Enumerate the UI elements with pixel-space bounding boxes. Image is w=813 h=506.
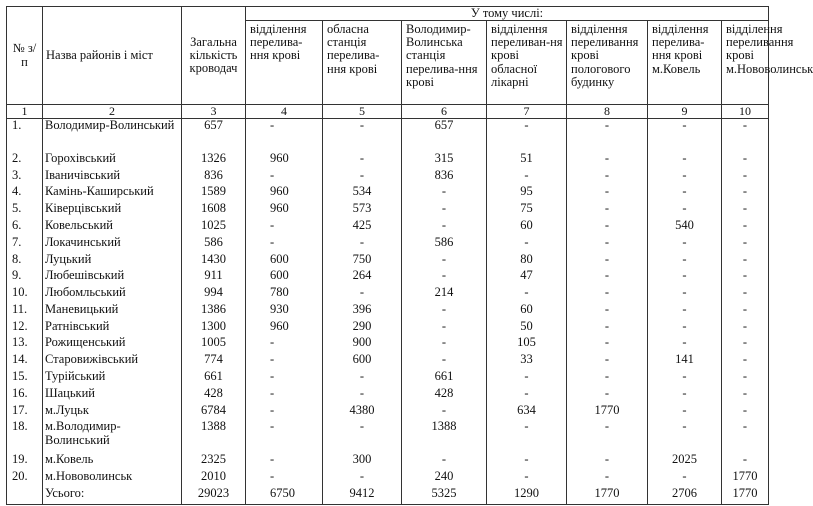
value-col-7: 105 xyxy=(487,336,567,353)
value-col-8: 1770 xyxy=(567,404,648,421)
table-row xyxy=(7,253,769,270)
table-row xyxy=(7,487,769,504)
value-col-8: - xyxy=(567,320,648,337)
header-sub-6: Володимир-Волинська станція перелива-ння крові xyxy=(402,21,487,105)
value-col-10: 1770 xyxy=(722,487,769,504)
value-col-5: 600 xyxy=(323,353,402,370)
value-col-5: 4380 xyxy=(323,404,402,421)
value-col-9: 540 xyxy=(648,219,722,236)
value-col-10: - xyxy=(722,286,769,303)
row-number: 9. xyxy=(7,269,43,286)
district-name: Володимир-Волинський xyxy=(43,118,182,152)
value-col-6: - xyxy=(402,303,487,320)
row-number: 17. xyxy=(7,404,43,421)
value-col-10: 1770 xyxy=(722,470,769,487)
total-donors: 661 xyxy=(182,370,246,387)
value-col-9: - xyxy=(648,336,722,353)
value-col-6: - xyxy=(402,320,487,337)
value-col-10: - xyxy=(722,370,769,387)
table-row xyxy=(7,387,769,404)
value-col-6: 1388 xyxy=(402,420,487,453)
value-col-10: - xyxy=(722,353,769,370)
header-sub-7: відділення переливан-ня крові обласної лікарні xyxy=(487,21,567,105)
value-col-10: - xyxy=(722,420,769,453)
value-col-5: - xyxy=(323,387,402,404)
header-sub-5: обласна станція перелива-ння крові xyxy=(323,21,402,105)
value-col-7: - xyxy=(487,453,567,470)
row-number: 7. xyxy=(7,236,43,253)
district-name: Шацький xyxy=(43,387,182,404)
value-col-4: - xyxy=(246,453,323,470)
value-col-9: 2025 xyxy=(648,453,722,470)
total-donors: 1608 xyxy=(182,202,246,219)
value-col-8: - xyxy=(567,219,648,236)
table-row xyxy=(7,404,769,421)
table-row xyxy=(7,118,769,152)
value-col-7: 75 xyxy=(487,202,567,219)
value-col-9: - xyxy=(648,420,722,453)
value-col-4: 600 xyxy=(246,253,323,270)
blood-donors-table-container xyxy=(6,6,813,505)
value-col-5: 573 xyxy=(323,202,402,219)
value-col-5: 300 xyxy=(323,453,402,470)
row-number: 14. xyxy=(7,353,43,370)
district-name: Маневицький xyxy=(43,303,182,320)
row-number: 18. xyxy=(7,420,43,453)
row-number: 10. xyxy=(7,286,43,303)
table-row xyxy=(7,202,769,219)
district-name: Камінь-Каширський xyxy=(43,185,182,202)
total-donors: 1326 xyxy=(182,152,246,169)
value-col-10: - xyxy=(722,219,769,236)
value-col-9: - xyxy=(648,303,722,320)
value-col-4: - xyxy=(246,219,323,236)
row-number: 16. xyxy=(7,387,43,404)
value-col-8: - xyxy=(567,286,648,303)
total-donors: 6784 xyxy=(182,404,246,421)
value-col-7: 60 xyxy=(487,303,567,320)
value-col-6: 661 xyxy=(402,370,487,387)
value-col-10: - xyxy=(722,303,769,320)
district-name: Усього: xyxy=(43,487,182,504)
value-col-8: - xyxy=(567,336,648,353)
value-col-6: 586 xyxy=(402,236,487,253)
column-number: 10 xyxy=(722,105,769,119)
value-col-7: 80 xyxy=(487,253,567,270)
value-col-5: - xyxy=(323,118,402,152)
value-col-10: - xyxy=(722,202,769,219)
value-col-4: 960 xyxy=(246,152,323,169)
value-col-6: - xyxy=(402,202,487,219)
value-col-4: - xyxy=(246,470,323,487)
value-col-6: - xyxy=(402,219,487,236)
header-sub-9: відділення перелива-ння крові м.Ковель xyxy=(648,21,722,105)
value-col-9: - xyxy=(648,320,722,337)
value-col-9: - xyxy=(648,202,722,219)
value-col-5: - xyxy=(323,420,402,453)
blood-donors-table xyxy=(6,6,813,505)
row-number: 5. xyxy=(7,202,43,219)
value-col-10: - xyxy=(722,336,769,353)
total-donors: 1025 xyxy=(182,219,246,236)
value-col-4: 960 xyxy=(246,202,323,219)
column-number: 5 xyxy=(323,105,402,119)
value-col-8: - xyxy=(567,118,648,152)
total-donors: 657 xyxy=(182,118,246,152)
district-name: Локачинський xyxy=(43,236,182,253)
total-donors: 2010 xyxy=(182,470,246,487)
value-col-7: - xyxy=(487,236,567,253)
value-col-8: - xyxy=(567,453,648,470)
value-col-5: 264 xyxy=(323,269,402,286)
total-donors: 2325 xyxy=(182,453,246,470)
value-col-7: 634 xyxy=(487,404,567,421)
header-sub-8: відділення переливання крові пологового будинку xyxy=(567,21,648,105)
row-number: 13. xyxy=(7,336,43,353)
row-number: 15. xyxy=(7,370,43,387)
value-col-6: 214 xyxy=(402,286,487,303)
value-col-4: - xyxy=(246,336,323,353)
row-number: 4. xyxy=(7,185,43,202)
value-col-4: 930 xyxy=(246,303,323,320)
table-row xyxy=(7,453,769,470)
row-number: 3. xyxy=(7,169,43,186)
value-col-6: 657 xyxy=(402,118,487,152)
row-number: 11. xyxy=(7,303,43,320)
value-col-8: - xyxy=(567,470,648,487)
table-row xyxy=(7,152,769,169)
value-col-7: - xyxy=(487,420,567,453)
table-row xyxy=(7,236,769,253)
value-col-5: 9412 xyxy=(323,487,402,504)
value-col-6: 240 xyxy=(402,470,487,487)
value-col-4: - xyxy=(246,387,323,404)
value-col-9: - xyxy=(648,269,722,286)
value-col-5: - xyxy=(323,370,402,387)
value-col-4: - xyxy=(246,370,323,387)
value-col-10: - xyxy=(722,185,769,202)
total-donors: 1300 xyxy=(182,320,246,337)
value-col-4: 600 xyxy=(246,269,323,286)
value-col-6: - xyxy=(402,253,487,270)
value-col-5: - xyxy=(323,169,402,186)
row-number: 20. xyxy=(7,470,43,487)
value-col-10: - xyxy=(722,118,769,152)
value-col-9: - xyxy=(648,404,722,421)
header-name: Назва районів і міст xyxy=(43,7,182,105)
row-number: 2. xyxy=(7,152,43,169)
value-col-6: - xyxy=(402,453,487,470)
value-col-8: - xyxy=(567,370,648,387)
value-col-7: - xyxy=(487,387,567,404)
value-col-9: - xyxy=(648,236,722,253)
header-no: № з/п xyxy=(7,7,43,105)
value-col-9: - xyxy=(648,185,722,202)
total-donors: 1430 xyxy=(182,253,246,270)
value-col-10: - xyxy=(722,453,769,470)
value-col-5: - xyxy=(323,286,402,303)
value-col-5: 290 xyxy=(323,320,402,337)
value-col-8: - xyxy=(567,152,648,169)
value-col-8: - xyxy=(567,236,648,253)
table-row xyxy=(7,370,769,387)
table-row xyxy=(7,219,769,236)
value-col-8: - xyxy=(567,387,648,404)
value-col-8: - xyxy=(567,202,648,219)
value-col-6: 315 xyxy=(402,152,487,169)
value-col-9: - xyxy=(648,253,722,270)
value-col-7: 33 xyxy=(487,353,567,370)
value-col-10: - xyxy=(722,269,769,286)
value-col-4: - xyxy=(246,236,323,253)
value-col-10: - xyxy=(722,152,769,169)
value-col-9: - xyxy=(648,286,722,303)
column-number: 7 xyxy=(487,105,567,119)
header-sub-4: відділення перелива-ння крові xyxy=(246,21,323,105)
row-number: 6. xyxy=(7,219,43,236)
table-row xyxy=(7,185,769,202)
value-col-7: 1290 xyxy=(487,487,567,504)
value-col-5: 396 xyxy=(323,303,402,320)
district-name: Ратнівський xyxy=(43,320,182,337)
value-col-10: - xyxy=(722,253,769,270)
value-col-9: - xyxy=(648,470,722,487)
column-number: 6 xyxy=(402,105,487,119)
value-col-7: - xyxy=(487,286,567,303)
value-col-7: - xyxy=(487,470,567,487)
value-col-10: - xyxy=(722,320,769,337)
column-number: 9 xyxy=(648,105,722,119)
district-name: Луцький xyxy=(43,253,182,270)
total-donors: 586 xyxy=(182,236,246,253)
district-name: Горохівський xyxy=(43,152,182,169)
value-col-8: - xyxy=(567,185,648,202)
value-col-9: - xyxy=(648,387,722,404)
value-col-10: - xyxy=(722,404,769,421)
header-sub-10: відділення переливання крові м.Нововолинськ xyxy=(722,21,769,105)
value-col-6: 5325 xyxy=(402,487,487,504)
value-col-7: 47 xyxy=(487,269,567,286)
value-col-9: - xyxy=(648,118,722,152)
value-col-7: 95 xyxy=(487,185,567,202)
value-col-8: - xyxy=(567,253,648,270)
total-donors: 994 xyxy=(182,286,246,303)
district-name: Іваничівський xyxy=(43,169,182,186)
row-number: 1. xyxy=(7,118,43,152)
value-col-7: - xyxy=(487,169,567,186)
district-name: Любешівський xyxy=(43,269,182,286)
table-row xyxy=(7,420,769,453)
header-group: У тому числі: xyxy=(246,7,769,21)
header-total: Загальна кількість кроводач xyxy=(182,7,246,105)
value-col-7: - xyxy=(487,118,567,152)
district-name: м.Ковель xyxy=(43,453,182,470)
value-col-8: - xyxy=(567,420,648,453)
district-name: Любомльський xyxy=(43,286,182,303)
district-name: Старовижівський xyxy=(43,353,182,370)
value-col-6: 428 xyxy=(402,387,487,404)
value-col-7: 50 xyxy=(487,320,567,337)
value-col-4: - xyxy=(246,420,323,453)
value-col-5: 534 xyxy=(323,185,402,202)
value-col-6: - xyxy=(402,353,487,370)
total-donors: 911 xyxy=(182,269,246,286)
row-number xyxy=(7,487,43,504)
column-number: 8 xyxy=(567,105,648,119)
district-name: Ковельський xyxy=(43,219,182,236)
value-col-4: 960 xyxy=(246,185,323,202)
value-col-8: 1770 xyxy=(567,487,648,504)
value-col-4: 6750 xyxy=(246,487,323,504)
total-donors: 29023 xyxy=(182,487,246,504)
value-col-8: - xyxy=(567,169,648,186)
value-col-8: - xyxy=(567,269,648,286)
value-col-4: - xyxy=(246,118,323,152)
total-donors: 1589 xyxy=(182,185,246,202)
table-row xyxy=(7,336,769,353)
row-number: 12. xyxy=(7,320,43,337)
value-col-9: - xyxy=(648,370,722,387)
table-row xyxy=(7,286,769,303)
value-col-5: 750 xyxy=(323,253,402,270)
district-name: Турійський xyxy=(43,370,182,387)
value-col-8: - xyxy=(567,353,648,370)
table-row xyxy=(7,169,769,186)
value-col-5: - xyxy=(323,236,402,253)
value-col-9: - xyxy=(648,152,722,169)
value-col-7: - xyxy=(487,370,567,387)
value-col-5: - xyxy=(323,470,402,487)
total-donors: 428 xyxy=(182,387,246,404)
total-donors: 836 xyxy=(182,169,246,186)
table-row xyxy=(7,303,769,320)
value-col-9: - xyxy=(648,169,722,186)
value-col-5: 900 xyxy=(323,336,402,353)
district-name: м.Володимир-Волинський xyxy=(43,420,182,453)
row-number: 8. xyxy=(7,253,43,270)
total-donors: 774 xyxy=(182,353,246,370)
column-number: 2 xyxy=(43,105,182,119)
row-number: 19. xyxy=(7,453,43,470)
value-col-5: - xyxy=(323,152,402,169)
value-col-6: - xyxy=(402,269,487,286)
value-col-7: 51 xyxy=(487,152,567,169)
value-col-6: - xyxy=(402,404,487,421)
column-number: 1 xyxy=(7,105,43,119)
table-row xyxy=(7,320,769,337)
value-col-4: 780 xyxy=(246,286,323,303)
value-col-10: - xyxy=(722,387,769,404)
value-col-5: 425 xyxy=(323,219,402,236)
district-name: м.Луцьк xyxy=(43,404,182,421)
district-name: м.Нововолинськ xyxy=(43,470,182,487)
column-number: 3 xyxy=(182,105,246,119)
value-col-4: 960 xyxy=(246,320,323,337)
value-col-6: - xyxy=(402,336,487,353)
value-col-6: 836 xyxy=(402,169,487,186)
value-col-9: 2706 xyxy=(648,487,722,504)
value-col-9: 141 xyxy=(648,353,722,370)
table-row xyxy=(7,353,769,370)
total-donors: 1005 xyxy=(182,336,246,353)
table-row xyxy=(7,269,769,286)
district-name: Ківерцівський xyxy=(43,202,182,219)
value-col-4: - xyxy=(246,353,323,370)
value-col-10: - xyxy=(722,169,769,186)
value-col-7: 60 xyxy=(487,219,567,236)
value-col-4: - xyxy=(246,404,323,421)
value-col-10: - xyxy=(722,236,769,253)
value-col-8: - xyxy=(567,303,648,320)
total-donors: 1388 xyxy=(182,420,246,453)
column-number: 4 xyxy=(246,105,323,119)
table-row xyxy=(7,470,769,487)
value-col-6: - xyxy=(402,185,487,202)
total-donors: 1386 xyxy=(182,303,246,320)
district-name: Рожищенський xyxy=(43,336,182,353)
value-col-4: - xyxy=(246,169,323,186)
